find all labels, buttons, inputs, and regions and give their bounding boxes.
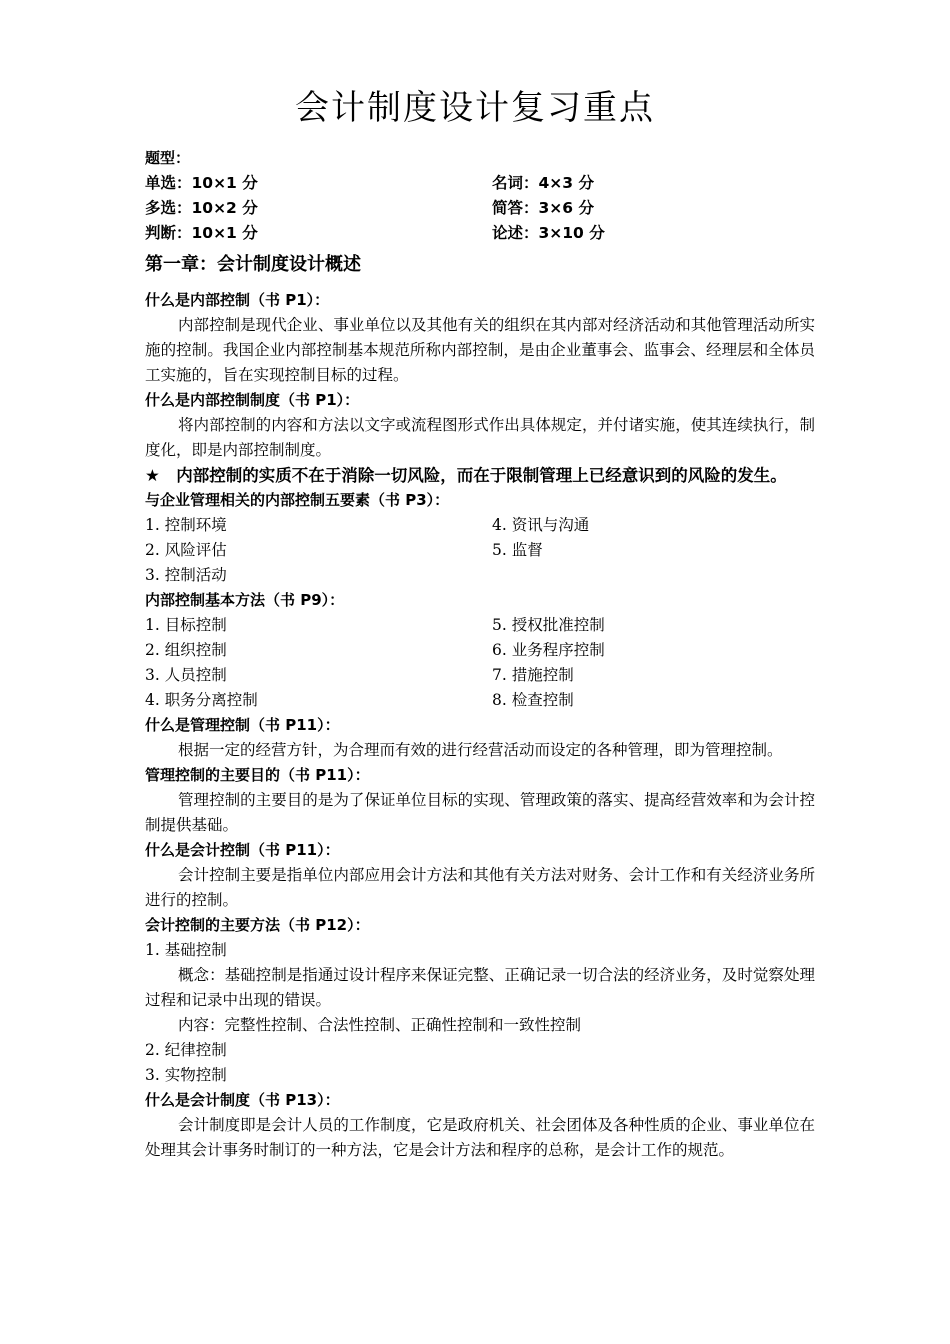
list-item: 2. 风险评估 <box>145 541 227 559</box>
question-type-row <box>145 171 815 196</box>
chapter-heading: 第一章：会计制度设计概述 <box>145 254 361 275</box>
section-paragraph: 根据一定的经营方针，为合理而有效的进行经营活动而设定的各种管理，即为管理控制。 <box>178 741 783 759</box>
section-heading: 什么是内部控制制度（书 P1）： <box>145 391 360 409</box>
list-item: 1. 控制环境 <box>145 516 227 534</box>
list-item: 3. 人员控制 <box>145 666 227 684</box>
question-type-essay: 论述：3×10 分 <box>492 224 605 242</box>
question-type-multiple: 多选：10×2 分 <box>145 199 258 217</box>
list-item: 3. 实物控制 <box>145 1066 227 1084</box>
question-type-term: 名词：4×3 分 <box>492 174 594 192</box>
section-heading: 什么是会计控制（书 P11）： <box>145 841 340 859</box>
list-item: 1. 目标控制 <box>145 616 227 634</box>
section-paragraph: 会计制度即是会计人员的工作制度，它是政府机关、社会团体及各种性质的企业、事业单位在处理其会计事务时制订的一种方法，它是会计方法和程序的总称，是会计工作的规范。 <box>145 1116 815 1159</box>
question-type-single: 单选：10×1 分 <box>145 174 258 192</box>
section-heading: 什么是会计制度（书 P13）： <box>145 1091 340 1109</box>
list-item: 1. 基础控制 <box>145 941 227 959</box>
section-paragraph: 内部控制是现代企业、事业单位以及其他有关的组织在其内部对经济活动和其他管理活动所实施的控制。我国企业内部控制基本规范所称内部控制，是由企业董事会、监事会、经理层和全体员工实施的，旨在实现控制目标的过程。 <box>145 316 815 384</box>
list-row <box>145 513 815 538</box>
list-item: 4. 资讯与沟通 <box>492 516 590 534</box>
document-body <box>145 146 815 1163</box>
section-heading: 管理控制的主要目的（书 P11）： <box>145 766 370 784</box>
key-point-note: ★ 内部控制的实质不在于消除一切风险，而在于限制管理上已经意识到的风险的发生。 <box>145 466 787 485</box>
section-paragraph: 管理控制的主要目的是为了保证单位目标的实现、管理政策的落实、提高经营效率和为会计控制提供基础。 <box>145 791 815 834</box>
list-item: 2. 组织控制 <box>145 641 227 659</box>
question-type-short-answer: 简答：3×6 分 <box>492 199 594 217</box>
section-heading: 会计控制的主要方法（书 P12）： <box>145 916 370 934</box>
section-paragraph: 概念：基础控制是指通过设计程序来保证完整、正确记录一切合法的经济业务，及时觉察处理过程和记录中出现的错误。 <box>145 966 815 1009</box>
question-type-row <box>145 196 815 221</box>
list-row <box>145 563 815 588</box>
question-type-row <box>145 221 815 246</box>
list-item: 5. 监督 <box>492 541 543 559</box>
list-row <box>145 613 815 638</box>
section-paragraph: 内容：完整性控制、合法性控制、正确性控制和一致性控制 <box>178 1016 582 1034</box>
section-heading: 内部控制基本方法（书 P9）： <box>145 591 345 609</box>
list-item: 6. 业务程序控制 <box>492 641 605 659</box>
list-item: 2. 纪律控制 <box>145 1041 227 1059</box>
section-heading: 与企业管理相关的内部控制五要素（书 P3）： <box>145 491 450 509</box>
list-item: 3. 控制活动 <box>145 566 227 584</box>
list-item: 7. 措施控制 <box>492 666 574 684</box>
document-title: 会计制度设计复习重点 <box>295 88 655 128</box>
list-row <box>145 638 815 663</box>
list-row <box>145 688 815 713</box>
list-item: 4. 职务分离控制 <box>145 691 258 709</box>
list-item: 8. 检查控制 <box>492 691 574 709</box>
section-paragraph: 将内部控制的内容和方法以文字或流程图形式作出具体规定，并付诸实施，使其连续执行，制度化，即是内部控制制度。 <box>145 416 815 459</box>
section-paragraph: 会计控制主要是指单位内部应用会计方法和其他有关方法对财务、会计工作和有关经济业务所进行的控制。 <box>145 866 815 909</box>
list-row <box>145 663 815 688</box>
list-item: 5. 授权批准控制 <box>492 616 605 634</box>
section-heading: 什么是管理控制（书 P11）： <box>145 716 340 734</box>
list-row <box>145 538 815 563</box>
list-item <box>492 563 815 588</box>
question-types-label: 题型： <box>145 149 191 167</box>
section-heading: 什么是内部控制（书 P1）： <box>145 291 330 309</box>
question-type-judge: 判断：10×1 分 <box>145 224 258 242</box>
